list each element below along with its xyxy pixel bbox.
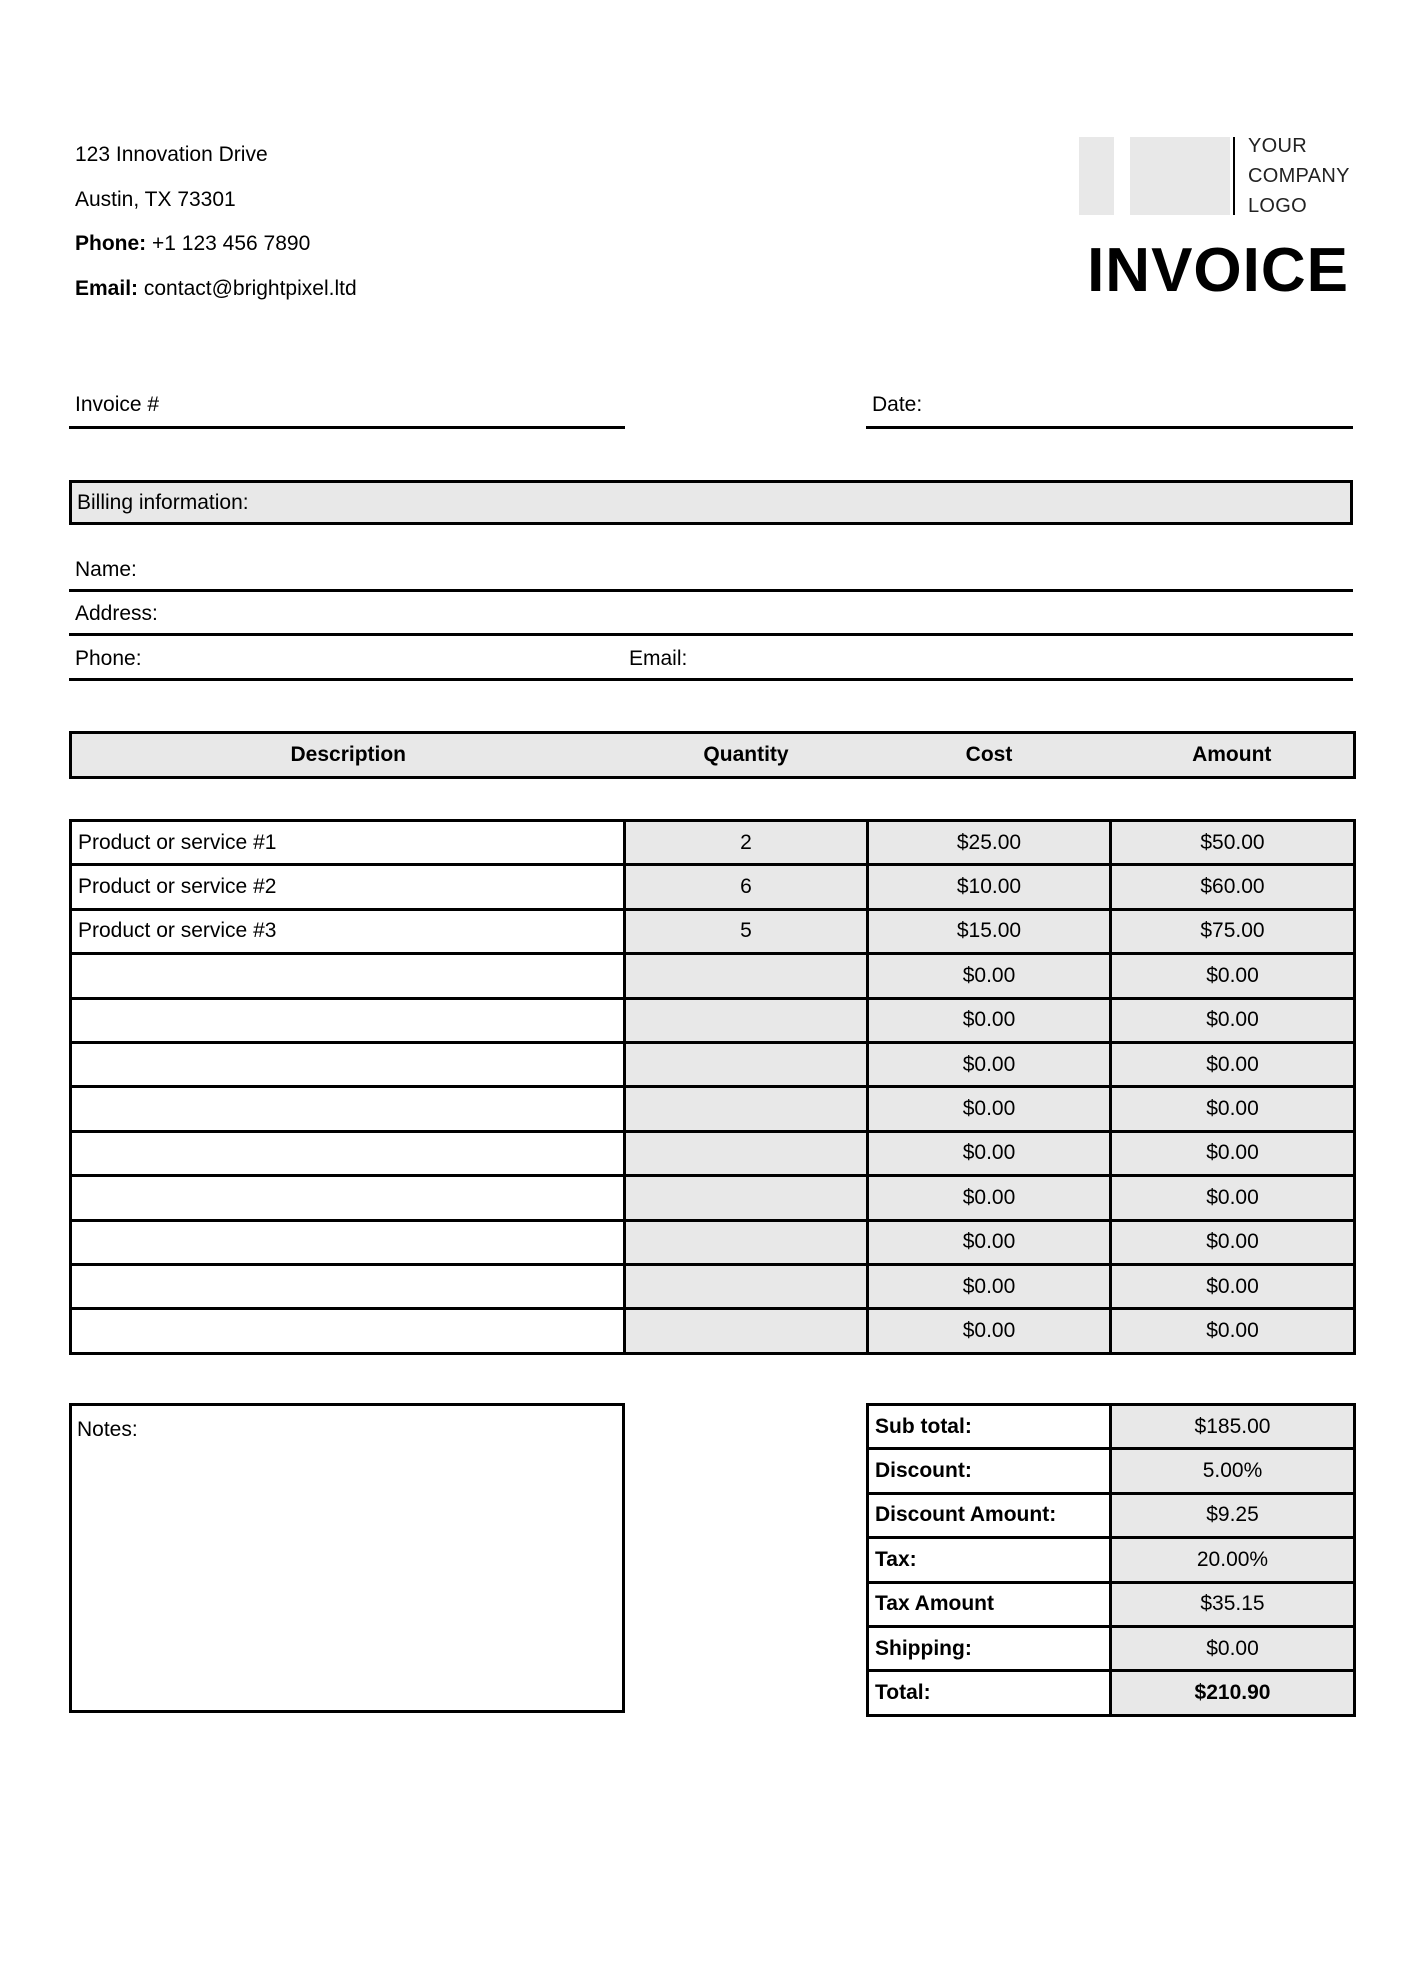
item-amount-cell[interactable]: $75.00: [1111, 909, 1355, 953]
company-phone-value: +1 123 456 7890: [152, 232, 311, 255]
column-header-quantity: Quantity: [625, 733, 868, 778]
billing-phone-field[interactable]: [150, 644, 620, 676]
item-cost-cell[interactable]: $0.00: [868, 1131, 1111, 1175]
totals-row: [868, 1538, 1355, 1582]
item-cost-cell[interactable]: $0.00: [868, 1176, 1111, 1220]
item-description-cell[interactable]: [71, 1309, 625, 1353]
column-header-cost: Cost: [868, 733, 1111, 778]
billing-phone-email-underline: [69, 678, 1353, 681]
item-cost-cell[interactable]: $15.00: [868, 909, 1111, 953]
table-row: [71, 1042, 1355, 1086]
notes-box[interactable]: [69, 1403, 625, 1713]
item-amount-cell[interactable]: $0.00: [1111, 1309, 1355, 1353]
item-amount-cell[interactable]: $0.00: [1111, 1042, 1355, 1086]
table-row: [71, 1176, 1355, 1220]
totals-value[interactable]: 5.00%: [1111, 1449, 1355, 1493]
company-phone: [75, 231, 310, 257]
billing-section-header: Billing information:: [69, 480, 1353, 525]
totals-row: [868, 1671, 1355, 1715]
column-header-description: Description: [71, 733, 625, 778]
table-row: [71, 1131, 1355, 1175]
document-title: INVOICE: [1087, 236, 1349, 305]
date-underline: [866, 426, 1353, 429]
items-header: [69, 731, 1356, 779]
logo-block-large: [1130, 137, 1230, 215]
item-quantity-cell[interactable]: [625, 1131, 868, 1175]
table-row: [71, 1309, 1355, 1353]
totals-table: [866, 1403, 1356, 1717]
totals-value[interactable]: $185.00: [1111, 1405, 1355, 1449]
table-row: [71, 909, 1355, 953]
totals-row: [868, 1582, 1355, 1626]
item-description-cell[interactable]: [71, 1220, 625, 1264]
table-row: [71, 998, 1355, 1042]
item-description-cell[interactable]: [71, 998, 625, 1042]
totals-row: [868, 1626, 1355, 1670]
item-quantity-cell[interactable]: 2: [625, 821, 868, 865]
column-header-amount: Amount: [1111, 733, 1355, 778]
table-row: [71, 1264, 1355, 1308]
logo-text-line2: COMPANY: [1248, 165, 1350, 187]
totals-label: Shipping:: [868, 1626, 1111, 1670]
table-row: [71, 865, 1355, 909]
item-quantity-cell[interactable]: [625, 1042, 868, 1086]
logo-separator: [1233, 137, 1235, 215]
invoice-number-label: Invoice #: [75, 393, 160, 416]
totals-label: Tax:: [868, 1538, 1111, 1582]
notes-label: Notes:: [77, 1418, 138, 1441]
item-amount-cell[interactable]: $0.00: [1111, 1220, 1355, 1264]
item-description-cell[interactable]: [71, 1131, 625, 1175]
logo-block-small: [1079, 137, 1114, 215]
item-amount-cell[interactable]: $60.00: [1111, 865, 1355, 909]
billing-name-underline: [69, 589, 1353, 592]
item-description-cell[interactable]: [71, 1042, 625, 1086]
billing-name-label: Name:: [75, 558, 137, 581]
item-description-cell[interactable]: [71, 1264, 625, 1308]
date-label: Date:: [872, 393, 923, 416]
billing-email-label: Email:: [629, 647, 688, 670]
company-phone-label: Phone:: [75, 232, 147, 255]
invoice-number-field[interactable]: [75, 392, 615, 422]
item-cost-cell[interactable]: $10.00: [868, 865, 1111, 909]
billing-address-label: Address:: [75, 602, 158, 625]
item-cost-cell[interactable]: $0.00: [868, 1264, 1111, 1308]
invoice-number-underline: [69, 426, 625, 429]
billing-address-underline: [69, 633, 1353, 636]
billing-address-field[interactable]: [170, 599, 1350, 631]
item-description-cell[interactable]: Product or service #3: [71, 909, 625, 953]
item-description-cell[interactable]: [71, 1087, 625, 1131]
totals-label: Total:: [868, 1671, 1111, 1715]
company-address-line1: 123 Innovation Drive: [75, 143, 268, 166]
item-quantity-cell[interactable]: [625, 998, 868, 1042]
item-quantity-cell[interactable]: [625, 954, 868, 998]
item-description-cell[interactable]: Product or service #1: [71, 821, 625, 865]
logo-text-line1: YOUR: [1248, 135, 1307, 157]
totals-label: Discount Amount:: [868, 1493, 1111, 1537]
item-amount-cell[interactable]: $0.00: [1111, 1264, 1355, 1308]
company-email-label: Email:: [75, 277, 139, 300]
item-cost-cell[interactable]: $0.00: [868, 1087, 1111, 1131]
totals-value[interactable]: $0.00: [1111, 1626, 1355, 1670]
date-field[interactable]: [940, 392, 1350, 422]
totals-label: Tax Amount: [868, 1582, 1111, 1626]
totals-value[interactable]: $35.15: [1111, 1582, 1355, 1626]
item-amount-cell[interactable]: $0.00: [1111, 998, 1355, 1042]
item-description-cell[interactable]: [71, 954, 625, 998]
billing-name-field[interactable]: [150, 555, 1350, 587]
totals-row: [868, 1405, 1355, 1449]
item-amount-cell[interactable]: $0.00: [1111, 1087, 1355, 1131]
company-email: [75, 276, 357, 302]
totals-label: Sub total:: [868, 1405, 1111, 1449]
item-quantity-cell[interactable]: [625, 1309, 868, 1353]
item-amount-cell[interactable]: $0.00: [1111, 1176, 1355, 1220]
item-quantity-cell[interactable]: [625, 1264, 868, 1308]
item-cost-cell[interactable]: $25.00: [868, 821, 1111, 865]
totals-value[interactable]: $210.90: [1111, 1671, 1355, 1715]
totals-value[interactable]: 20.00%: [1111, 1538, 1355, 1582]
item-cost-cell[interactable]: $0.00: [868, 1309, 1111, 1353]
item-description-cell[interactable]: Product or service #2: [71, 865, 625, 909]
totals-value[interactable]: $9.25: [1111, 1493, 1355, 1537]
item-quantity-cell[interactable]: [625, 1220, 868, 1264]
table-row: [71, 1220, 1355, 1264]
table-row: [71, 1087, 1355, 1131]
item-quantity-cell[interactable]: [625, 1087, 868, 1131]
totals-label: Discount:: [868, 1449, 1111, 1493]
item-quantity-cell[interactable]: 5: [625, 909, 868, 953]
item-cost-cell[interactable]: $0.00: [868, 998, 1111, 1042]
item-amount-cell[interactable]: $0.00: [1111, 1131, 1355, 1175]
item-amount-cell[interactable]: $50.00: [1111, 821, 1355, 865]
item-cost-cell[interactable]: $0.00: [868, 1220, 1111, 1264]
item-amount-cell[interactable]: $0.00: [1111, 954, 1355, 998]
billing-email-field[interactable]: [700, 644, 1350, 676]
items-table: [69, 819, 1356, 1355]
company-address-line2: Austin, TX 73301: [75, 188, 236, 211]
item-quantity-cell[interactable]: [625, 1176, 868, 1220]
item-cost-cell[interactable]: $0.00: [868, 954, 1111, 998]
company-email-value: contact@brightpixel.ltd: [143, 277, 357, 300]
table-row: [71, 821, 1355, 865]
billing-phone-label: Phone:: [75, 647, 142, 670]
item-cost-cell[interactable]: $0.00: [868, 1042, 1111, 1086]
totals-row: [868, 1449, 1355, 1493]
logo-text-line3: LOGO: [1248, 195, 1307, 217]
item-description-cell[interactable]: [71, 1176, 625, 1220]
item-quantity-cell[interactable]: 6: [625, 865, 868, 909]
totals-row: [868, 1493, 1355, 1537]
table-row: [71, 954, 1355, 998]
